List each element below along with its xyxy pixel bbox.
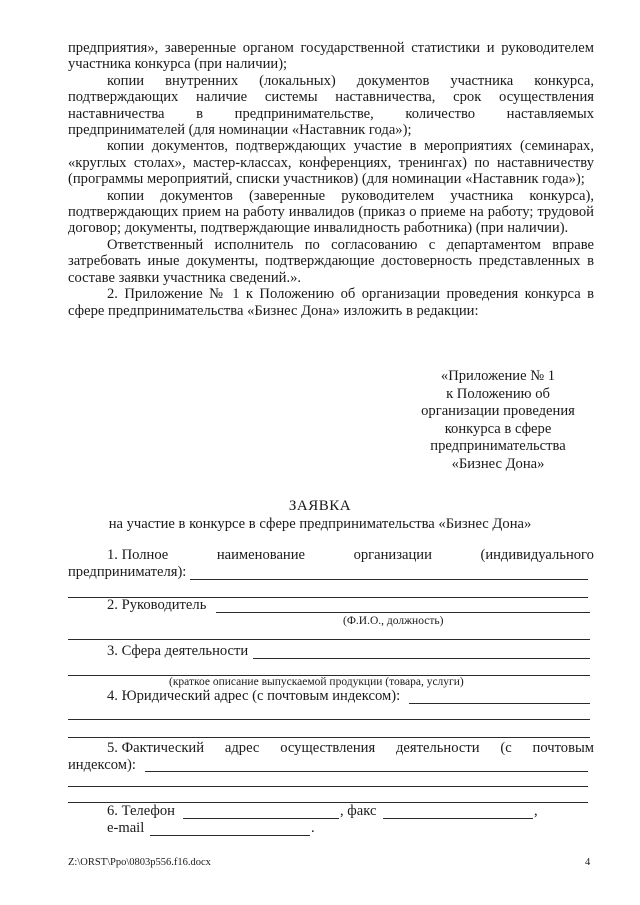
appendix-line: «Приложение № 1: [440, 368, 556, 384]
phone-line[interactable]: [183, 818, 339, 819]
field-1-label: [107, 547, 594, 564]
field-3-hint: (краткое описание выпускаемой продукции (товара, услуги): [169, 676, 464, 688]
field-6-fax-label: , факс: [340, 803, 377, 819]
paragraph-1: предприятия», заверенные органом государственной статистики и руководителем участника конкурса (при наличии);: [68, 40, 594, 73]
footer-page-number: 4: [585, 857, 591, 868]
field-1-word: наименование: [216, 547, 306, 563]
field-5-word: 5. Фактический: [107, 740, 205, 756]
field-2-hint: (Ф.И.О., должность): [343, 615, 444, 627]
form-subtitle: на участие в конкурсе в сфере предпринимательства «Бизнес Дона»: [108, 516, 532, 532]
field-5-word: (с: [500, 740, 512, 756]
paragraph-2: копии внутренних (локальных) документов участника конкурса, подтверждающих наличие системы наставничества, срок осуществления наставничества в предпринимательстве, количество наставляемых предпринимателей (для номинации «Наставник года»);: [68, 72, 594, 139]
field-4-label: 4. Юридический адрес (с почтовым индексом):: [107, 688, 401, 704]
footer-file-path: Z:\ORST\Ppo\0803p556.f16.docx: [68, 857, 211, 868]
field-1-label-cont: предпринимателя):: [68, 564, 187, 580]
body-text: [68, 40, 594, 319]
appendix-line: конкурса в сфере: [444, 420, 552, 437]
paragraph-4: копии документов (заверенные руководителем участника конкурса), подтверждающих прием на работу инвалидов (приказ о приеме на работу; трудовой договор; документы, подтверждающие инвалидность работника) (при наличии).: [68, 187, 594, 237]
paragraph-6: 2. Приложение № 1 к Положению об организации проведения конкурса в сфере предпринимательства «Бизнес Дона» изложить в редакции:: [68, 286, 594, 319]
field-6-email-label: e-mail: [107, 820, 145, 836]
field-3-label: 3. Сфера деятельности: [107, 643, 249, 659]
appendix-line: организации проведения: [421, 403, 575, 419]
field-5-line-2[interactable]: [68, 786, 588, 787]
field-5-word: адрес: [224, 740, 260, 756]
field-3-line[interactable]: [253, 658, 590, 659]
field-4-line-2[interactable]: [68, 719, 590, 720]
field-1-line[interactable]: [190, 579, 588, 580]
paragraph-3: копии документов, подтверждающих участие в мероприятиях (семинарах, «круглых столах», мастер-классах, конференциях, тренингах) по наставничеству (программы мероприятий, списки участников) (для номинации «Наставник года»);: [68, 138, 594, 188]
field-5-word: осуществления: [280, 740, 376, 756]
field-5-word: деятельности: [396, 740, 480, 756]
field-1-word: организации: [353, 547, 432, 563]
fax-line[interactable]: [383, 818, 533, 819]
field-1-word: 1. Полное: [107, 547, 169, 563]
field-1-word: (индивидуального: [480, 547, 594, 563]
email-line[interactable]: [150, 835, 310, 836]
appendix-line: к Положению об: [446, 385, 550, 402]
field-5-label-cont: индексом):: [68, 757, 136, 773]
field-5-line[interactable]: [145, 771, 588, 772]
field-2-line-2[interactable]: [68, 639, 590, 640]
field-4-line[interactable]: [409, 703, 590, 704]
field-6-comma: ,: [534, 803, 538, 819]
field-6-phone-label: 6. Телефон: [107, 803, 175, 819]
field-2-label: 2. Руководитель: [107, 597, 207, 613]
appendix-line: «Бизнес Дона»: [451, 455, 545, 472]
appendix-line: предпринимательства: [430, 438, 566, 454]
form-title: ЗАЯВКА: [288, 498, 352, 514]
appendix-header: [412, 368, 584, 473]
field-4-line-3[interactable]: [68, 737, 590, 738]
field-5-word: почтовым: [532, 740, 594, 756]
field-6-dot: .: [311, 820, 315, 836]
paragraph-5: Ответственный исполнитель по согласованию с департаментом вправе затребовать иные документы, подтверждающие достоверность представленных в составе заявки участника сведений.».: [68, 236, 594, 286]
field-2-line[interactable]: [216, 612, 590, 613]
field-5-label: [107, 740, 594, 757]
